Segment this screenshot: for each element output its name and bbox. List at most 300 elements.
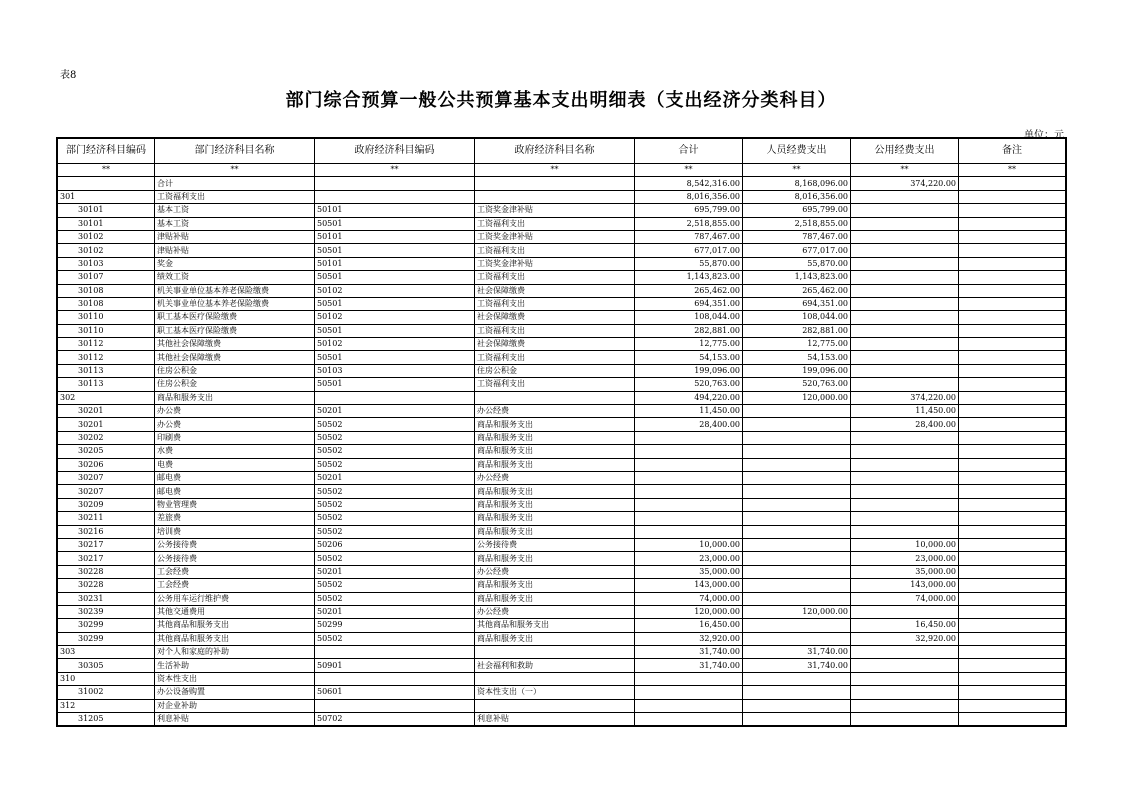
cell-dept-name: 合计 bbox=[155, 177, 315, 190]
cell-remarks bbox=[959, 271, 1066, 284]
cell-gov-code: 50502 bbox=[315, 632, 475, 645]
cell-gov-code: 50502 bbox=[315, 418, 475, 431]
cell-public bbox=[851, 297, 959, 310]
cell-dept-name: 其他社会保障缴费 bbox=[155, 351, 315, 364]
cell-personnel bbox=[743, 579, 851, 592]
cell-gov-name: 工资福利支出 bbox=[475, 378, 635, 391]
cell-public bbox=[851, 498, 959, 511]
cell-total: 2,518,855.00 bbox=[635, 217, 743, 230]
cell-remarks bbox=[959, 311, 1066, 324]
cell-total: 199,096.00 bbox=[635, 364, 743, 377]
cell-gov-name: 商品和服务支出 bbox=[475, 592, 635, 605]
cell-public bbox=[851, 699, 959, 712]
cell-remarks bbox=[959, 324, 1066, 337]
cell-remarks bbox=[959, 445, 1066, 458]
cell-dept-name: 基本工资 bbox=[155, 217, 315, 230]
cell-gov-code: 50501 bbox=[315, 271, 475, 284]
cell-total: 120,000.00 bbox=[635, 605, 743, 618]
cell-dept-code: 30206 bbox=[58, 458, 155, 471]
cell-public bbox=[851, 204, 959, 217]
table-row bbox=[58, 471, 1066, 484]
table-row bbox=[58, 659, 1066, 672]
cell-gov-code: 50502 bbox=[315, 512, 475, 525]
table-row bbox=[58, 244, 1066, 257]
cell-public: 16,450.00 bbox=[851, 619, 959, 632]
cell-total: 31,740.00 bbox=[635, 659, 743, 672]
cell-gov-code: 50201 bbox=[315, 605, 475, 618]
cell-gov-code bbox=[315, 177, 475, 190]
cell-dept-code: 30103 bbox=[58, 257, 155, 270]
cell-gov-name: 利息补贴 bbox=[475, 713, 635, 726]
cell-total bbox=[635, 672, 743, 685]
cell-dept-code: 30217 bbox=[58, 538, 155, 551]
cell-dept-name: 公务接待费 bbox=[155, 552, 315, 565]
cell-gov-code: 50299 bbox=[315, 619, 475, 632]
cell-personnel: 787,467.00 bbox=[743, 230, 851, 243]
cell-total: 695,799.00 bbox=[635, 204, 743, 217]
cell-gov-code: 50601 bbox=[315, 686, 475, 699]
table-row bbox=[58, 418, 1066, 431]
cell-gov-code: 50502 bbox=[315, 445, 475, 458]
cell-personnel bbox=[743, 525, 851, 538]
cell-public: 374,220.00 bbox=[851, 177, 959, 190]
cell-dept-name: 培训费 bbox=[155, 525, 315, 538]
cell-public bbox=[851, 485, 959, 498]
cell-gov-code: 50501 bbox=[315, 244, 475, 257]
cell-total bbox=[635, 512, 743, 525]
cell-remarks bbox=[959, 217, 1066, 230]
star-cell: ** bbox=[155, 164, 315, 177]
cell-personnel: 199,096.00 bbox=[743, 364, 851, 377]
cell-total bbox=[635, 699, 743, 712]
cell-gov-name: 商品和服务支出 bbox=[475, 485, 635, 498]
cell-dept-name: 工资福利支出 bbox=[155, 190, 315, 203]
cell-public: 374,220.00 bbox=[851, 391, 959, 404]
cell-remarks bbox=[959, 485, 1066, 498]
header-row bbox=[58, 139, 1066, 164]
table-row bbox=[58, 552, 1066, 565]
cell-gov-name: 工资福利支出 bbox=[475, 271, 635, 284]
cell-dept-code: 30108 bbox=[58, 297, 155, 310]
cell-personnel bbox=[743, 445, 851, 458]
table-row bbox=[58, 284, 1066, 297]
cell-public bbox=[851, 686, 959, 699]
cell-dept-name: 利息补贴 bbox=[155, 713, 315, 726]
cell-total: 694,351.00 bbox=[635, 297, 743, 310]
cell-dept-name: 住房公积金 bbox=[155, 364, 315, 377]
cell-dept-name: 职工基本医疗保险缴费 bbox=[155, 311, 315, 324]
cell-gov-code bbox=[315, 672, 475, 685]
cell-total: 16,450.00 bbox=[635, 619, 743, 632]
table-row bbox=[58, 257, 1066, 270]
cell-dept-name: 办公设备购置 bbox=[155, 686, 315, 699]
cell-total: 74,000.00 bbox=[635, 592, 743, 605]
cell-gov-name bbox=[475, 699, 635, 712]
cell-gov-name: 住房公积金 bbox=[475, 364, 635, 377]
cell-gov-name: 工资奖金津补贴 bbox=[475, 230, 635, 243]
cell-public bbox=[851, 525, 959, 538]
cell-gov-code bbox=[315, 190, 475, 203]
cell-gov-code: 50502 bbox=[315, 431, 475, 444]
cell-public bbox=[851, 458, 959, 471]
table-row bbox=[58, 579, 1066, 592]
cell-total: 265,462.00 bbox=[635, 284, 743, 297]
cell-public bbox=[851, 338, 959, 351]
cell-total bbox=[635, 458, 743, 471]
cell-remarks bbox=[959, 338, 1066, 351]
cell-dept-code: 30207 bbox=[58, 485, 155, 498]
table-row bbox=[58, 378, 1066, 391]
cell-public bbox=[851, 605, 959, 618]
cell-remarks bbox=[959, 552, 1066, 565]
cell-personnel bbox=[743, 458, 851, 471]
cell-dept-code: 30305 bbox=[58, 659, 155, 672]
cell-gov-name: 工资奖金津补贴 bbox=[475, 204, 635, 217]
table-row bbox=[58, 204, 1066, 217]
header-gov-name: 政府经济科目名称 bbox=[475, 139, 635, 164]
table-row bbox=[58, 592, 1066, 605]
table-row bbox=[58, 177, 1066, 190]
cell-personnel: 677,017.00 bbox=[743, 244, 851, 257]
table-row bbox=[58, 391, 1066, 404]
cell-public bbox=[851, 646, 959, 659]
header-gov-code: 政府经济科目编码 bbox=[315, 139, 475, 164]
cell-gov-code bbox=[315, 646, 475, 659]
cell-personnel: 694,351.00 bbox=[743, 297, 851, 310]
cell-dept-name: 印刷费 bbox=[155, 431, 315, 444]
cell-remarks bbox=[959, 230, 1066, 243]
cell-gov-name: 工资奖金津补贴 bbox=[475, 257, 635, 270]
cell-remarks bbox=[959, 672, 1066, 685]
cell-dept-code: 31205 bbox=[58, 713, 155, 726]
cell-dept-name: 物业管理费 bbox=[155, 498, 315, 511]
cell-total: 35,000.00 bbox=[635, 565, 743, 578]
cell-total: 787,467.00 bbox=[635, 230, 743, 243]
budget-table bbox=[57, 138, 1066, 726]
cell-dept-name: 工会经费 bbox=[155, 579, 315, 592]
cell-public bbox=[851, 713, 959, 726]
cell-personnel: 31,740.00 bbox=[743, 659, 851, 672]
cell-dept-code: 30231 bbox=[58, 592, 155, 605]
cell-public bbox=[851, 364, 959, 377]
cell-remarks bbox=[959, 699, 1066, 712]
cell-remarks bbox=[959, 204, 1066, 217]
table-row bbox=[58, 605, 1066, 618]
cell-public bbox=[851, 378, 959, 391]
cell-gov-name: 工资福利支出 bbox=[475, 217, 635, 230]
header-dept-code: 部门经济科目编码 bbox=[58, 139, 155, 164]
cell-gov-name: 商品和服务支出 bbox=[475, 579, 635, 592]
cell-dept-code: 30207 bbox=[58, 471, 155, 484]
cell-personnel: 1,143,823.00 bbox=[743, 271, 851, 284]
cell-gov-name: 社会保障缴费 bbox=[475, 284, 635, 297]
cell-gov-code: 50102 bbox=[315, 338, 475, 351]
cell-total: 108,044.00 bbox=[635, 311, 743, 324]
star-cell: ** bbox=[315, 164, 475, 177]
cell-personnel: 54,153.00 bbox=[743, 351, 851, 364]
cell-remarks bbox=[959, 177, 1066, 190]
cell-public: 23,000.00 bbox=[851, 552, 959, 565]
cell-public bbox=[851, 257, 959, 270]
cell-gov-code: 50502 bbox=[315, 579, 475, 592]
cell-remarks bbox=[959, 431, 1066, 444]
cell-total bbox=[635, 471, 743, 484]
cell-personnel: 12,775.00 bbox=[743, 338, 851, 351]
table-row bbox=[58, 672, 1066, 685]
cell-total: 8,542,316.00 bbox=[635, 177, 743, 190]
table-row bbox=[58, 338, 1066, 351]
cell-public: 32,920.00 bbox=[851, 632, 959, 645]
cell-remarks bbox=[959, 579, 1066, 592]
cell-dept-name: 对个人和家庭的补助 bbox=[155, 646, 315, 659]
table-row bbox=[58, 458, 1066, 471]
cell-dept-name: 公务用车运行维护费 bbox=[155, 592, 315, 605]
cell-personnel: 265,462.00 bbox=[743, 284, 851, 297]
cell-remarks bbox=[959, 297, 1066, 310]
cell-personnel bbox=[743, 699, 851, 712]
table-row bbox=[58, 405, 1066, 418]
cell-dept-code: 30228 bbox=[58, 579, 155, 592]
cell-dept-name: 资本性支出 bbox=[155, 672, 315, 685]
cell-total: 494,220.00 bbox=[635, 391, 743, 404]
cell-dept-name: 其他商品和服务支出 bbox=[155, 632, 315, 645]
cell-dept-name: 奖金 bbox=[155, 257, 315, 270]
cell-dept-code: 30113 bbox=[58, 364, 155, 377]
cell-gov-code: 50201 bbox=[315, 471, 475, 484]
cell-gov-name: 商品和服务支出 bbox=[475, 431, 635, 444]
header-remarks: 备注 bbox=[959, 139, 1066, 164]
cell-gov-code: 50501 bbox=[315, 351, 475, 364]
cell-total: 143,000.00 bbox=[635, 579, 743, 592]
cell-dept-name: 津贴补贴 bbox=[155, 244, 315, 257]
cell-dept-code: 30102 bbox=[58, 230, 155, 243]
table-row bbox=[58, 230, 1066, 243]
cell-dept-code: 30202 bbox=[58, 431, 155, 444]
cell-public: 35,000.00 bbox=[851, 565, 959, 578]
cell-personnel bbox=[743, 552, 851, 565]
cell-personnel: 108,044.00 bbox=[743, 311, 851, 324]
cell-remarks bbox=[959, 351, 1066, 364]
table-row bbox=[58, 324, 1066, 337]
cell-gov-code: 50102 bbox=[315, 311, 475, 324]
cell-dept-code: 312 bbox=[58, 699, 155, 712]
cell-gov-name bbox=[475, 190, 635, 203]
header-personnel: 人员经费支出 bbox=[743, 139, 851, 164]
cell-dept-name: 对企业补助 bbox=[155, 699, 315, 712]
cell-gov-code: 50101 bbox=[315, 204, 475, 217]
cell-dept-name: 住房公积金 bbox=[155, 378, 315, 391]
cell-dept-name: 邮电费 bbox=[155, 485, 315, 498]
cell-dept-code: 30216 bbox=[58, 525, 155, 538]
cell-dept-name: 机关事业单位基本养老保险缴费 bbox=[155, 297, 315, 310]
cell-gov-name: 其他商品和服务支出 bbox=[475, 619, 635, 632]
cell-dept-code: 30101 bbox=[58, 217, 155, 230]
star-cell: ** bbox=[635, 164, 743, 177]
cell-total bbox=[635, 713, 743, 726]
cell-remarks bbox=[959, 619, 1066, 632]
cell-personnel bbox=[743, 672, 851, 685]
table-row bbox=[58, 431, 1066, 444]
cell-dept-code bbox=[58, 177, 155, 190]
cell-public bbox=[851, 471, 959, 484]
cell-dept-name: 其他社会保障缴费 bbox=[155, 338, 315, 351]
cell-gov-name: 工资福利支出 bbox=[475, 324, 635, 337]
table-row bbox=[58, 445, 1066, 458]
cell-gov-code: 50901 bbox=[315, 659, 475, 672]
cell-gov-name: 商品和服务支出 bbox=[475, 418, 635, 431]
cell-personnel bbox=[743, 418, 851, 431]
cell-dept-name: 电费 bbox=[155, 458, 315, 471]
cell-personnel: 282,881.00 bbox=[743, 324, 851, 337]
cell-total bbox=[635, 445, 743, 458]
cell-dept-code: 30110 bbox=[58, 324, 155, 337]
table-row bbox=[58, 485, 1066, 498]
cell-dept-code: 301 bbox=[58, 190, 155, 203]
cell-personnel bbox=[743, 713, 851, 726]
cell-remarks bbox=[959, 713, 1066, 726]
cell-personnel: 2,518,855.00 bbox=[743, 217, 851, 230]
cell-public bbox=[851, 672, 959, 685]
table-row bbox=[58, 297, 1066, 310]
cell-remarks bbox=[959, 418, 1066, 431]
cell-total: 8,016,356.00 bbox=[635, 190, 743, 203]
cell-remarks bbox=[959, 257, 1066, 270]
cell-remarks bbox=[959, 498, 1066, 511]
cell-gov-code: 50502 bbox=[315, 525, 475, 538]
cell-personnel bbox=[743, 498, 851, 511]
cell-dept-name: 水费 bbox=[155, 445, 315, 458]
cell-dept-code: 30101 bbox=[58, 204, 155, 217]
table-row bbox=[58, 565, 1066, 578]
cell-personnel bbox=[743, 485, 851, 498]
cell-total: 32,920.00 bbox=[635, 632, 743, 645]
cell-dept-name: 差旅费 bbox=[155, 512, 315, 525]
cell-personnel bbox=[743, 538, 851, 551]
cell-total: 54,153.00 bbox=[635, 351, 743, 364]
cell-dept-code: 30102 bbox=[58, 244, 155, 257]
table-row bbox=[58, 686, 1066, 699]
cell-personnel bbox=[743, 471, 851, 484]
cell-total bbox=[635, 431, 743, 444]
cell-gov-code: 50502 bbox=[315, 498, 475, 511]
cell-gov-name: 办公经费 bbox=[475, 565, 635, 578]
cell-total bbox=[635, 498, 743, 511]
cell-personnel bbox=[743, 619, 851, 632]
cell-dept-code: 30110 bbox=[58, 311, 155, 324]
cell-dept-code: 30108 bbox=[58, 284, 155, 297]
cell-public bbox=[851, 284, 959, 297]
cell-gov-name bbox=[475, 646, 635, 659]
cell-dept-code: 30209 bbox=[58, 498, 155, 511]
cell-total: 282,881.00 bbox=[635, 324, 743, 337]
cell-gov-code bbox=[315, 391, 475, 404]
cell-gov-code: 50501 bbox=[315, 217, 475, 230]
cell-remarks bbox=[959, 659, 1066, 672]
cell-dept-code: 30228 bbox=[58, 565, 155, 578]
cell-gov-code: 50102 bbox=[315, 284, 475, 297]
header-total: 合计 bbox=[635, 139, 743, 164]
cell-gov-code: 50201 bbox=[315, 565, 475, 578]
table-row bbox=[58, 525, 1066, 538]
cell-dept-name: 工会经费 bbox=[155, 565, 315, 578]
cell-dept-code: 30205 bbox=[58, 445, 155, 458]
cell-personnel: 8,168,096.00 bbox=[743, 177, 851, 190]
unit-label: 单位：元 bbox=[1024, 130, 1064, 141]
table-row bbox=[58, 512, 1066, 525]
cell-dept-name: 津贴补贴 bbox=[155, 230, 315, 243]
table-row bbox=[58, 646, 1066, 659]
cell-gov-code: 50206 bbox=[315, 538, 475, 551]
cell-remarks bbox=[959, 565, 1066, 578]
cell-dept-name: 其他商品和服务支出 bbox=[155, 619, 315, 632]
table-number: 表8 bbox=[60, 70, 77, 81]
cell-gov-name: 商品和服务支出 bbox=[475, 498, 635, 511]
cell-public bbox=[851, 217, 959, 230]
cell-personnel: 520,763.00 bbox=[743, 378, 851, 391]
cell-public bbox=[851, 445, 959, 458]
cell-gov-code: 50502 bbox=[315, 485, 475, 498]
cell-remarks bbox=[959, 592, 1066, 605]
cell-total: 12,775.00 bbox=[635, 338, 743, 351]
cell-public: 10,000.00 bbox=[851, 538, 959, 551]
cell-remarks bbox=[959, 512, 1066, 525]
cell-gov-name bbox=[475, 391, 635, 404]
cell-gov-name bbox=[475, 672, 635, 685]
cell-dept-code: 30112 bbox=[58, 351, 155, 364]
table-row bbox=[58, 538, 1066, 551]
cell-gov-name: 商品和服务支出 bbox=[475, 552, 635, 565]
table-row bbox=[58, 217, 1066, 230]
cell-total: 28,400.00 bbox=[635, 418, 743, 431]
cell-gov-code: 50702 bbox=[315, 713, 475, 726]
cell-dept-name: 机关事业单位基本养老保险缴费 bbox=[155, 284, 315, 297]
cell-gov-name: 商品和服务支出 bbox=[475, 445, 635, 458]
cell-dept-code: 30107 bbox=[58, 271, 155, 284]
cell-remarks bbox=[959, 686, 1066, 699]
cell-remarks bbox=[959, 244, 1066, 257]
cell-gov-name: 商品和服务支出 bbox=[475, 525, 635, 538]
cell-total: 55,870.00 bbox=[635, 257, 743, 270]
cell-dept-name: 绩效工资 bbox=[155, 271, 315, 284]
cell-gov-code: 50501 bbox=[315, 324, 475, 337]
cell-gov-code: 50502 bbox=[315, 592, 475, 605]
cell-dept-name: 基本工资 bbox=[155, 204, 315, 217]
cell-gov-name: 商品和服务支出 bbox=[475, 458, 635, 471]
cell-public bbox=[851, 311, 959, 324]
cell-dept-name: 商品和服务支出 bbox=[155, 391, 315, 404]
cell-dept-code: 310 bbox=[58, 672, 155, 685]
cell-total bbox=[635, 686, 743, 699]
table-row bbox=[58, 311, 1066, 324]
cell-dept-name: 办公费 bbox=[155, 405, 315, 418]
placeholder-row bbox=[58, 164, 1066, 177]
cell-dept-code: 30299 bbox=[58, 619, 155, 632]
cell-total: 1,143,823.00 bbox=[635, 271, 743, 284]
cell-remarks bbox=[959, 364, 1066, 377]
star-cell: ** bbox=[743, 164, 851, 177]
cell-public bbox=[851, 659, 959, 672]
cell-dept-name: 其他交通费用 bbox=[155, 605, 315, 618]
cell-personnel: 55,870.00 bbox=[743, 257, 851, 270]
cell-remarks bbox=[959, 632, 1066, 645]
cell-dept-code: 30239 bbox=[58, 605, 155, 618]
cell-gov-name: 商品和服务支出 bbox=[475, 632, 635, 645]
table-row bbox=[58, 351, 1066, 364]
table-row bbox=[58, 364, 1066, 377]
cell-remarks bbox=[959, 378, 1066, 391]
cell-personnel bbox=[743, 405, 851, 418]
cell-personnel: 31,740.00 bbox=[743, 646, 851, 659]
